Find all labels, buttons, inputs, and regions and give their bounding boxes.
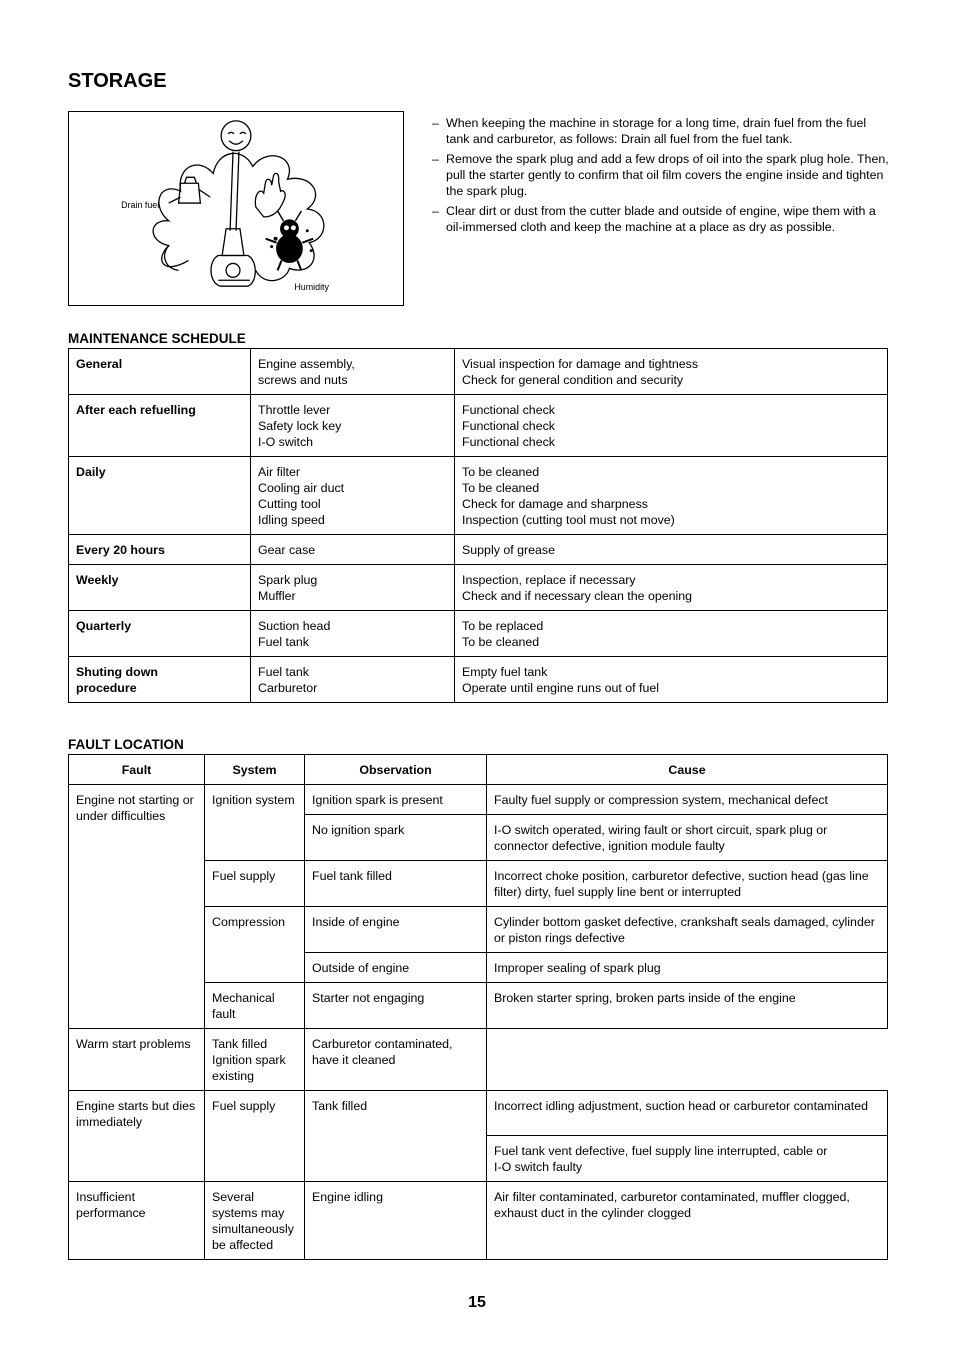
- observation-cell: Tank filled Ignition spark existing: [205, 1029, 305, 1091]
- storage-note: – When keeping the machine in storage for a long time, drain fuel from the fuel tank and carburetor, as follows: Drain all fuel from the fuel tank.: [432, 115, 892, 147]
- table-row: [69, 457, 888, 535]
- fault-cell: Engine starts but dies immediately: [69, 1091, 205, 1182]
- engine-body: [211, 256, 255, 287]
- observation-cell: Engine idling: [305, 1182, 487, 1260]
- label-humidity: Humidity: [294, 282, 329, 293]
- storage-note: – Remove the spark plug and add a few drops of oil into the spark plug hole. Then, pull the starter gently to confirm that oil film covers the engine inside and tighten the spark plug.: [432, 151, 892, 199]
- fault-cell: Warm start problems: [69, 1029, 205, 1091]
- storage-illustration: [68, 111, 404, 306]
- table-row: [69, 785, 888, 815]
- table-row: [69, 1182, 888, 1260]
- trimmer-pole: [230, 152, 239, 231]
- interval-cell: After each refuelling: [69, 395, 251, 457]
- fault-cell: Insufficient performance: [69, 1182, 205, 1260]
- storage-note: – Clear dirt or dust from the cutter blade and outside of engine, wipe them with a oil-immersed cloth and keep the machine at a place as dry as possible.: [432, 203, 892, 235]
- action-cell: Empty fuel tank Operate until engine runs out of fuel: [455, 657, 888, 703]
- hand: [255, 173, 285, 217]
- item-cell: Gear case: [251, 535, 455, 565]
- interval-cell: Weekly: [69, 565, 251, 611]
- interval-cell: Shuting down procedure: [69, 657, 251, 703]
- table-row: [69, 611, 888, 657]
- action-cell: Functional check Functional check Functional check: [455, 395, 888, 457]
- cause-cell: Cylinder bottom gasket defective, crankshaft seals damaged, cylinder or piston rings defective: [487, 907, 888, 953]
- table-row: [69, 395, 888, 457]
- item-cell: Throttle lever Safety lock key I-O switch: [251, 395, 455, 457]
- observation-cell: Outside of engine: [305, 953, 487, 983]
- table-header-row: [69, 755, 888, 785]
- column-header-fault: Fault: [69, 755, 205, 785]
- item-cell: Suction head Fuel tank: [251, 611, 455, 657]
- cause-cell: Improper sealing of spark plug: [487, 953, 888, 983]
- interval-cell: Every 20 hours: [69, 535, 251, 565]
- action-cell: To be replaced To be cleaned: [455, 611, 888, 657]
- system-cell: Ignition system: [205, 785, 305, 861]
- table-row: [69, 657, 888, 703]
- observation-cell: Ignition spark is present: [305, 785, 487, 815]
- cause-cell: Incorrect choke position, carburetor defective, suction head (gas line filter) dirty, fuel supply line bent or interrupted: [487, 861, 888, 907]
- action-cell: Inspection, replace if necessary Check and if necessary clean the opening: [455, 565, 888, 611]
- cause-cell: Carburetor contaminated, have it cleaned: [305, 1029, 487, 1091]
- column-header-observation: Observation: [305, 755, 487, 785]
- cause-cell: Fuel tank vent defective, fuel supply line interrupted, cable or I-O switch faulty: [487, 1136, 888, 1182]
- cause-cell: I-O switch operated, wiring fault or short circuit, spark plug or connector defective, ignition module faulty: [487, 815, 888, 861]
- humidity-bug: [266, 211, 314, 270]
- sun-face: [221, 121, 251, 151]
- observation-cell: Starter not engaging: [305, 983, 487, 1029]
- cause-cell: Air filter contaminated, carburetor contaminated, muffler clogged, exhaust duct in the cylinder clogged: [487, 1182, 888, 1260]
- observation-cell: Inside of engine: [305, 907, 487, 953]
- item-cell: Spark plug Muffler: [251, 565, 455, 611]
- system-cell: Fuel supply: [205, 1091, 305, 1182]
- item-cell: Air filter Cooling air duct Cutting tool Idling speed: [251, 457, 455, 535]
- storage-notes: [432, 115, 892, 239]
- interval-cell: Daily: [69, 457, 251, 535]
- action-cell: Visual inspection for damage and tightness Check for general condition and security: [455, 349, 888, 395]
- system-cell: Several systems may simultaneously be affected: [205, 1182, 305, 1260]
- column-header-cause: Cause: [487, 755, 888, 785]
- table-row: [69, 1029, 888, 1091]
- table-row: [69, 565, 888, 611]
- storage-illustration-drawing: [69, 112, 403, 305]
- cause-cell: Faulty fuel supply or compression system, mechanical defect: [487, 785, 888, 815]
- page-title: STORAGE: [68, 70, 167, 92]
- label-drain-fuel: Drain fuel: [121, 200, 160, 211]
- maintenance-schedule-title: MAINTENANCE SCHEDULE: [68, 331, 246, 346]
- fault-location-table: [68, 754, 888, 1260]
- observation-cell: Tank filled: [305, 1091, 487, 1182]
- observation-cell: Fuel tank filled: [305, 861, 487, 907]
- system-cell: Fuel supply: [205, 861, 305, 907]
- column-header-system: System: [205, 755, 305, 785]
- system-cell: Compression: [205, 907, 305, 983]
- action-cell: Supply of grease: [455, 535, 888, 565]
- item-cell: Engine assembly, screws and nuts: [251, 349, 455, 395]
- observation-cell: No ignition spark: [305, 815, 487, 861]
- interval-cell: Quarterly: [69, 611, 251, 657]
- table-row: [69, 349, 888, 395]
- cause-cell: Broken starter spring, broken parts inside of the engine: [487, 983, 888, 1029]
- page-number: 15: [468, 1294, 486, 1311]
- fuel-can: [179, 177, 211, 203]
- item-cell: Fuel tank Carburetor: [251, 657, 455, 703]
- table-row: [69, 535, 888, 565]
- action-cell: To be cleaned To be cleaned Check for damage and sharpness Inspection (cutting tool must not move): [455, 457, 888, 535]
- table-row: [69, 1091, 888, 1136]
- fault-cell: Engine not starting or under difficulties: [69, 785, 205, 1029]
- fault-location-title: FAULT LOCATION: [68, 737, 184, 752]
- interval-cell: General: [69, 349, 251, 395]
- cause-cell: Incorrect idling adjustment, suction head or carburetor contaminated: [487, 1091, 888, 1136]
- maintenance-schedule-table: [68, 348, 888, 703]
- system-cell: Mechanical fault: [205, 983, 305, 1029]
